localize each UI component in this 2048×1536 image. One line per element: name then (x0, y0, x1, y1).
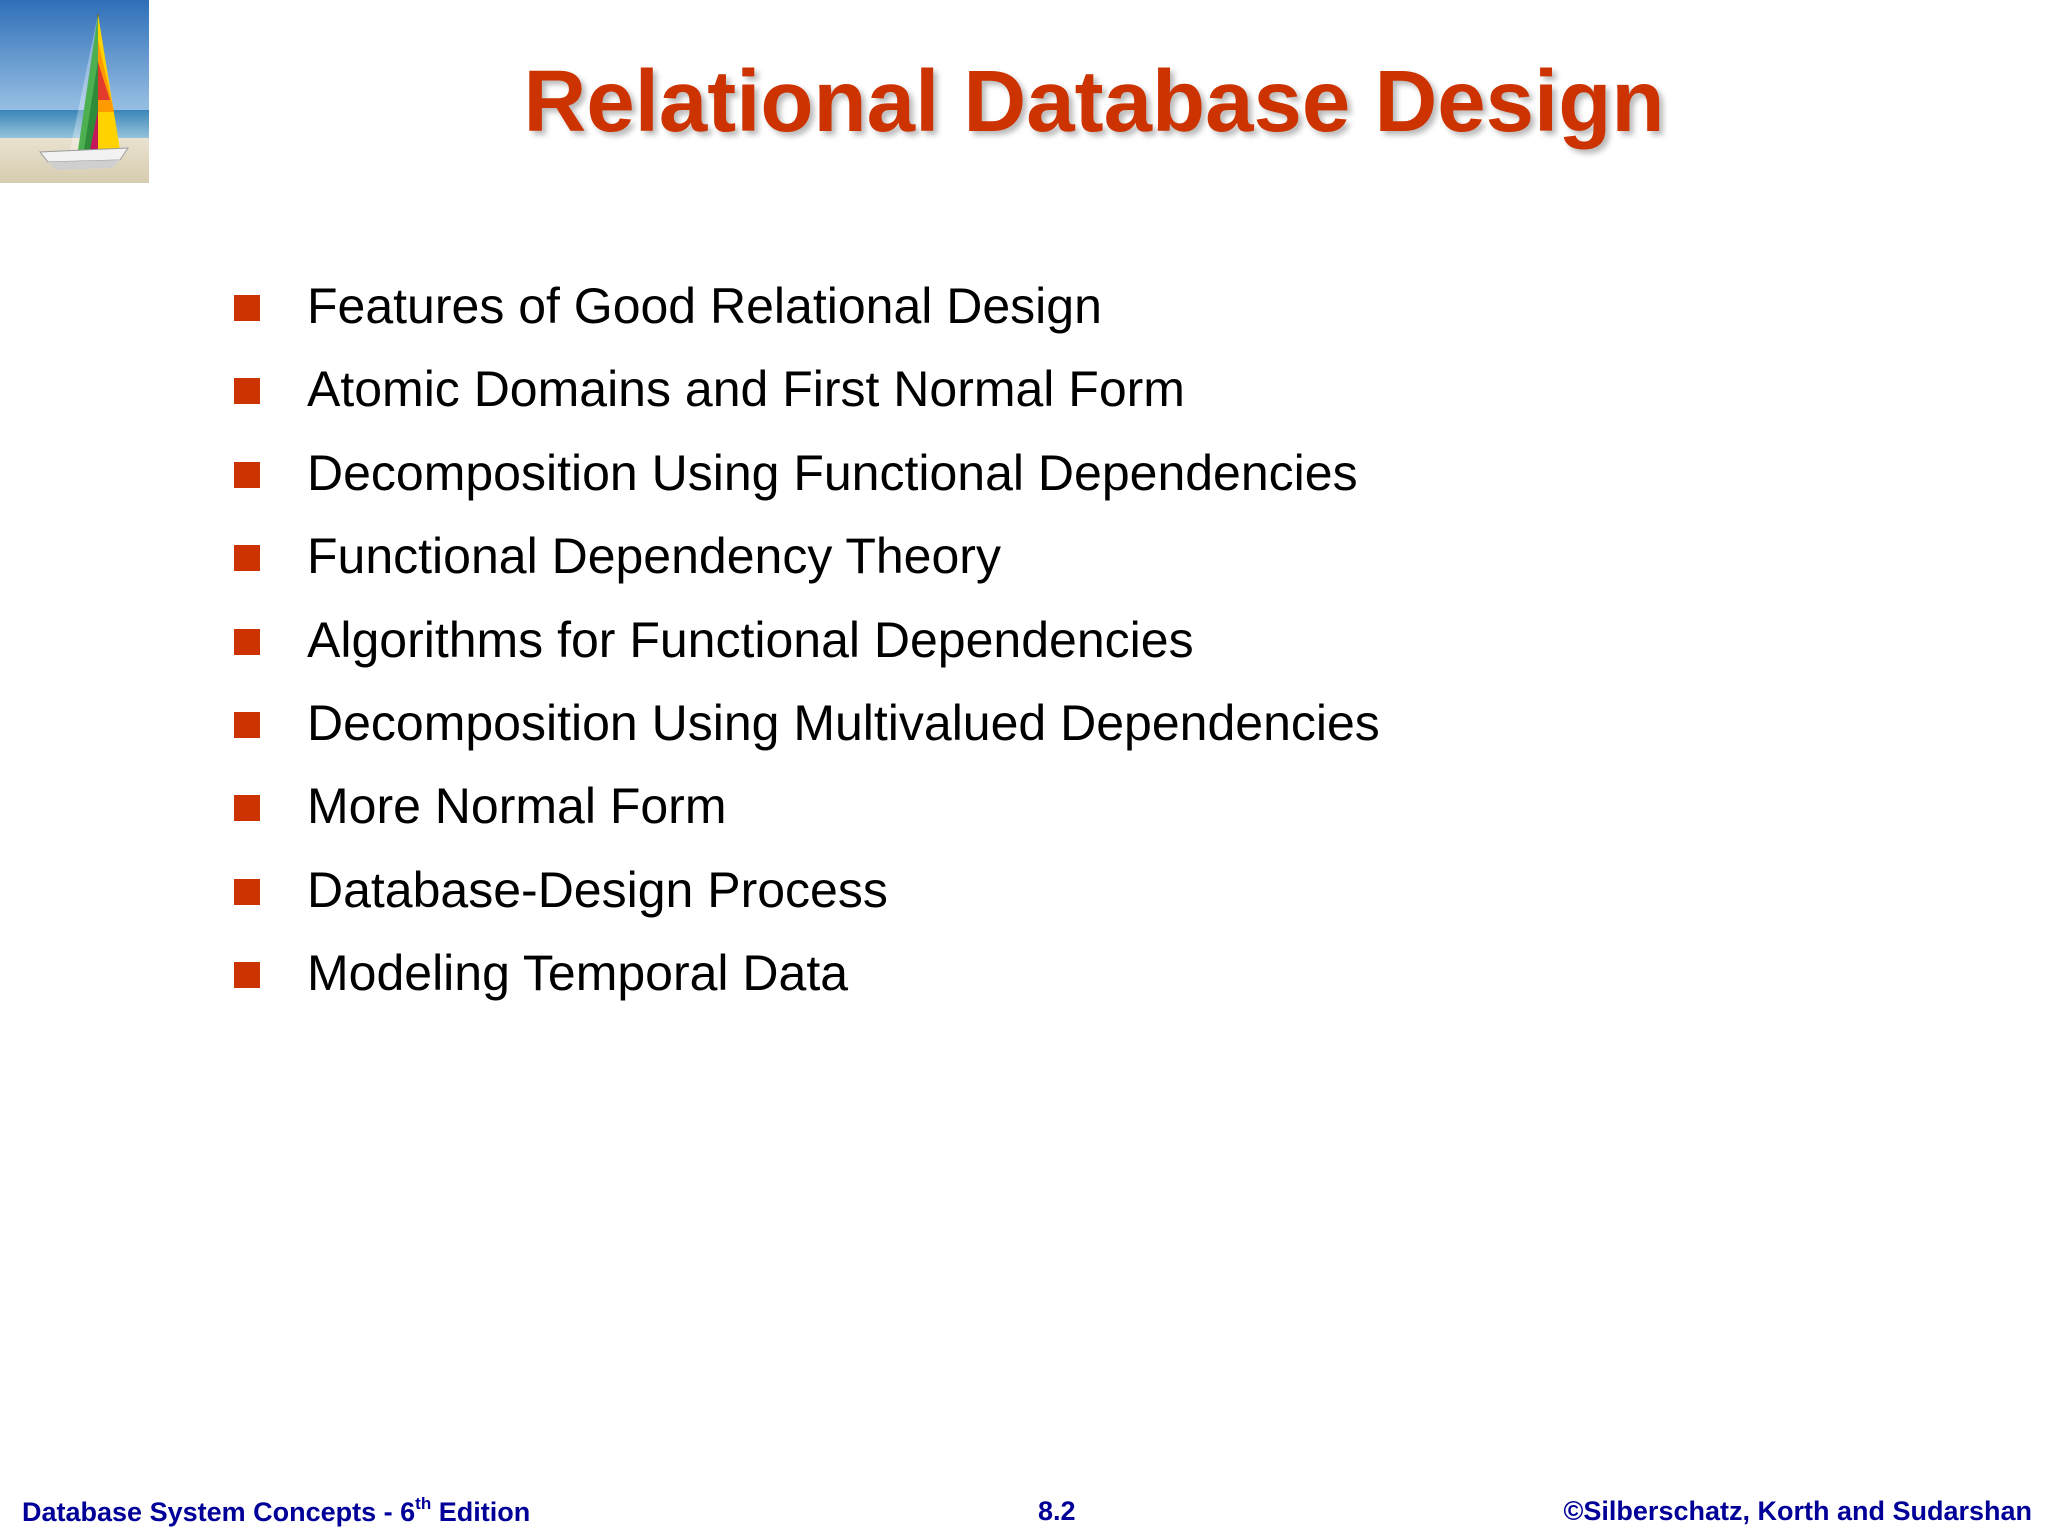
list-item-text: Functional Dependency Theory (307, 528, 1001, 585)
square-bullet-icon (234, 629, 260, 655)
slide-footer (0, 1496, 2048, 1532)
list-item-text: Atomic Domains and First Normal Form (307, 361, 1185, 418)
square-bullet-icon (234, 545, 260, 571)
square-bullet-icon (234, 295, 260, 321)
list-item-text: Decomposition Using Functional Dependencies (307, 444, 1358, 501)
list-item-text: Algorithms for Functional Dependencies (307, 611, 1194, 668)
page-number: 8.2 (1038, 1496, 1076, 1526)
book-title-text: Database System Concepts - 6 (22, 1497, 416, 1527)
book-edition-label (22, 1496, 530, 1528)
list-item-text: More Normal Form (307, 778, 727, 835)
square-bullet-icon (234, 462, 260, 488)
square-bullet-icon (234, 795, 260, 821)
edition-superscript: th (415, 1494, 432, 1513)
square-bullet-icon (234, 378, 260, 404)
square-bullet-icon (234, 712, 260, 738)
square-bullet-icon (234, 879, 260, 905)
slide-title: Relational Database Design (523, 53, 1665, 150)
list-item-text: Decomposition Using Multivalued Dependencies (307, 694, 1380, 751)
list-item-text: Features of Good Relational Design (307, 278, 1102, 334)
edition-suffix-text: Edition (431, 1497, 531, 1527)
copyright-label: ©Silberschatz, Korth and Sudarshan (1563, 1496, 2032, 1526)
list-item-text: Database-Design Process (307, 861, 888, 918)
square-bullet-icon (234, 962, 260, 988)
list-item-text: Modeling Temporal Data (307, 945, 849, 1002)
